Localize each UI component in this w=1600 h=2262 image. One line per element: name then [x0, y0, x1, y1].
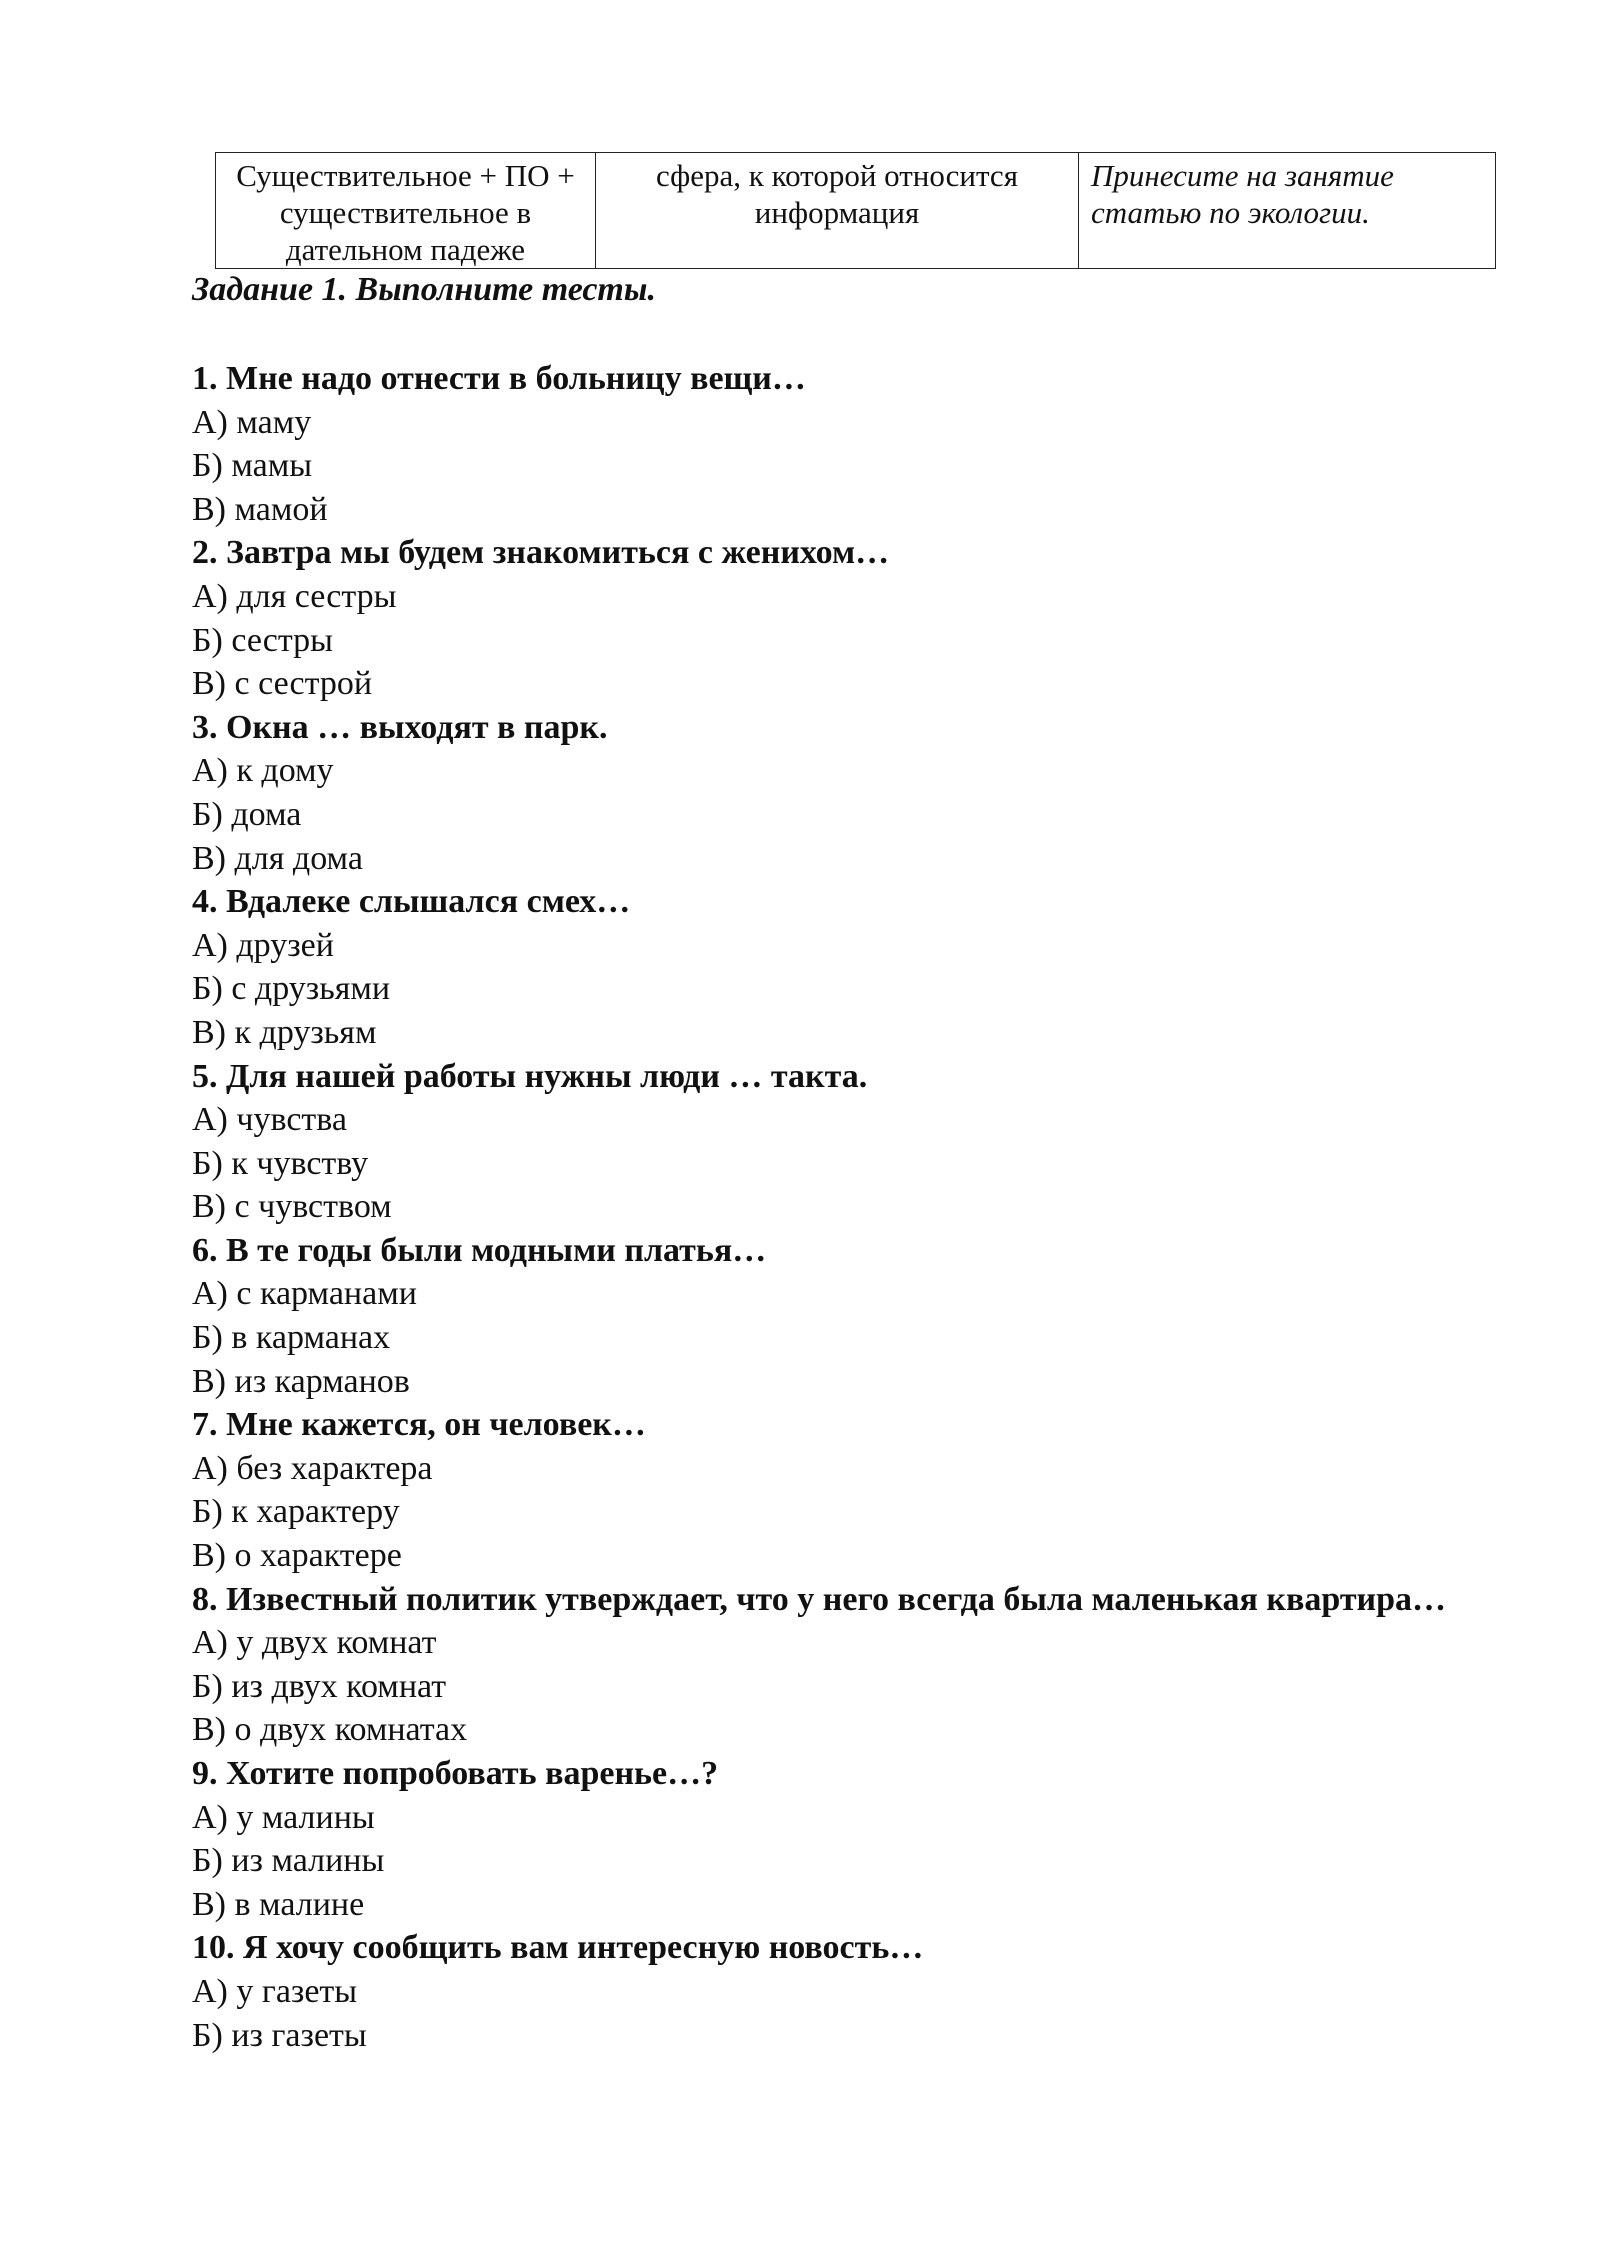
answer-option: А) чувства [192, 1101, 347, 1139]
answer-option: Б) мамы [192, 447, 313, 485]
question-text: 8. Известный политик утверждает, что у него всегда была маленькая квартира… [192, 1580, 1447, 1618]
question-5 [192, 1055, 1452, 1229]
answer-option: В) из карманов [192, 1362, 410, 1400]
answer-option: Б) из газеты [192, 2016, 367, 2054]
answer-option: В) с сестрой [192, 665, 373, 703]
table-row [216, 153, 1496, 269]
question-1 [192, 357, 1452, 531]
answer-option: А) у двух комнат [192, 1624, 437, 1662]
question-4 [192, 880, 1452, 1054]
answer-option: А) для сестры [192, 577, 397, 615]
answer-option: Б) дома [192, 795, 302, 833]
table-cell-meaning: сфера, к которой относится информация [596, 153, 1079, 269]
answer-option: А) друзей [192, 926, 334, 964]
answer-option: А) у газеты [192, 1972, 358, 2010]
answer-option: Б) в карманах [192, 1319, 391, 1357]
answer-option: Б) к характеру [192, 1493, 400, 1531]
question-6 [192, 1229, 1452, 1403]
table-cell-example: Принесите на занятие статью по экологии. [1079, 153, 1496, 269]
answer-option: В) мамой [192, 490, 328, 528]
answer-option: Б) из малины [192, 1842, 385, 1880]
table-cell-construction: Существительное + ПО + существительное в дательном падеже [216, 153, 596, 269]
question-9 [192, 1752, 1452, 1926]
answer-option: А) маму [192, 403, 312, 441]
question-text: 2. Завтра мы будем знакомиться с женихом… [192, 534, 890, 572]
answer-option: В) с чувством [192, 1188, 392, 1226]
answer-option: А) с карманами [192, 1275, 417, 1313]
question-text: 5. Для нашей работы нужны люди … такта. [192, 1057, 868, 1095]
question-8 [192, 1578, 1452, 1752]
info-table [215, 152, 1496, 269]
answer-option: А) у малины [192, 1798, 375, 1836]
answer-option: Б) сестры [192, 621, 333, 659]
question-7 [192, 1403, 1452, 1577]
answer-option: В) для дома [192, 839, 363, 877]
task-title: Задание 1. Выполните тесты. [192, 271, 656, 308]
answer-option: А) без характера [192, 1449, 433, 1487]
question-text: 1. Мне надо отнести в больницу вещи… [192, 360, 806, 397]
question-text: 6. В те годы были модными платья… [192, 1231, 767, 1269]
answer-option: Б) с друзьями [192, 970, 391, 1008]
question-3 [192, 706, 1452, 880]
answer-option: А) к дому [192, 752, 334, 790]
question-text: 9. Хотите попробовать варенье…? [192, 1755, 719, 1792]
question-text: 7. Мне кажется, он человек… [192, 1406, 646, 1444]
questions-list [192, 357, 1452, 2057]
question-2 [192, 531, 1452, 705]
question-text: 4. Вдалеке слышался смех… [192, 883, 631, 921]
answer-option: В) в малине [192, 1885, 365, 1923]
question-text: 3. Окна … выходят в парк. [192, 708, 608, 746]
answer-option: В) о двух комнатах [192, 1711, 468, 1749]
answer-option: Б) к чувству [192, 1144, 369, 1182]
answer-option: В) к друзьям [192, 1013, 377, 1051]
question-10 [192, 1926, 1452, 2057]
answer-option: Б) из двух комнат [192, 1667, 447, 1705]
answer-option: В) о характере [192, 1537, 402, 1575]
question-text: 10. Я хочу сообщить вам интересную новость… [192, 1929, 924, 1967]
